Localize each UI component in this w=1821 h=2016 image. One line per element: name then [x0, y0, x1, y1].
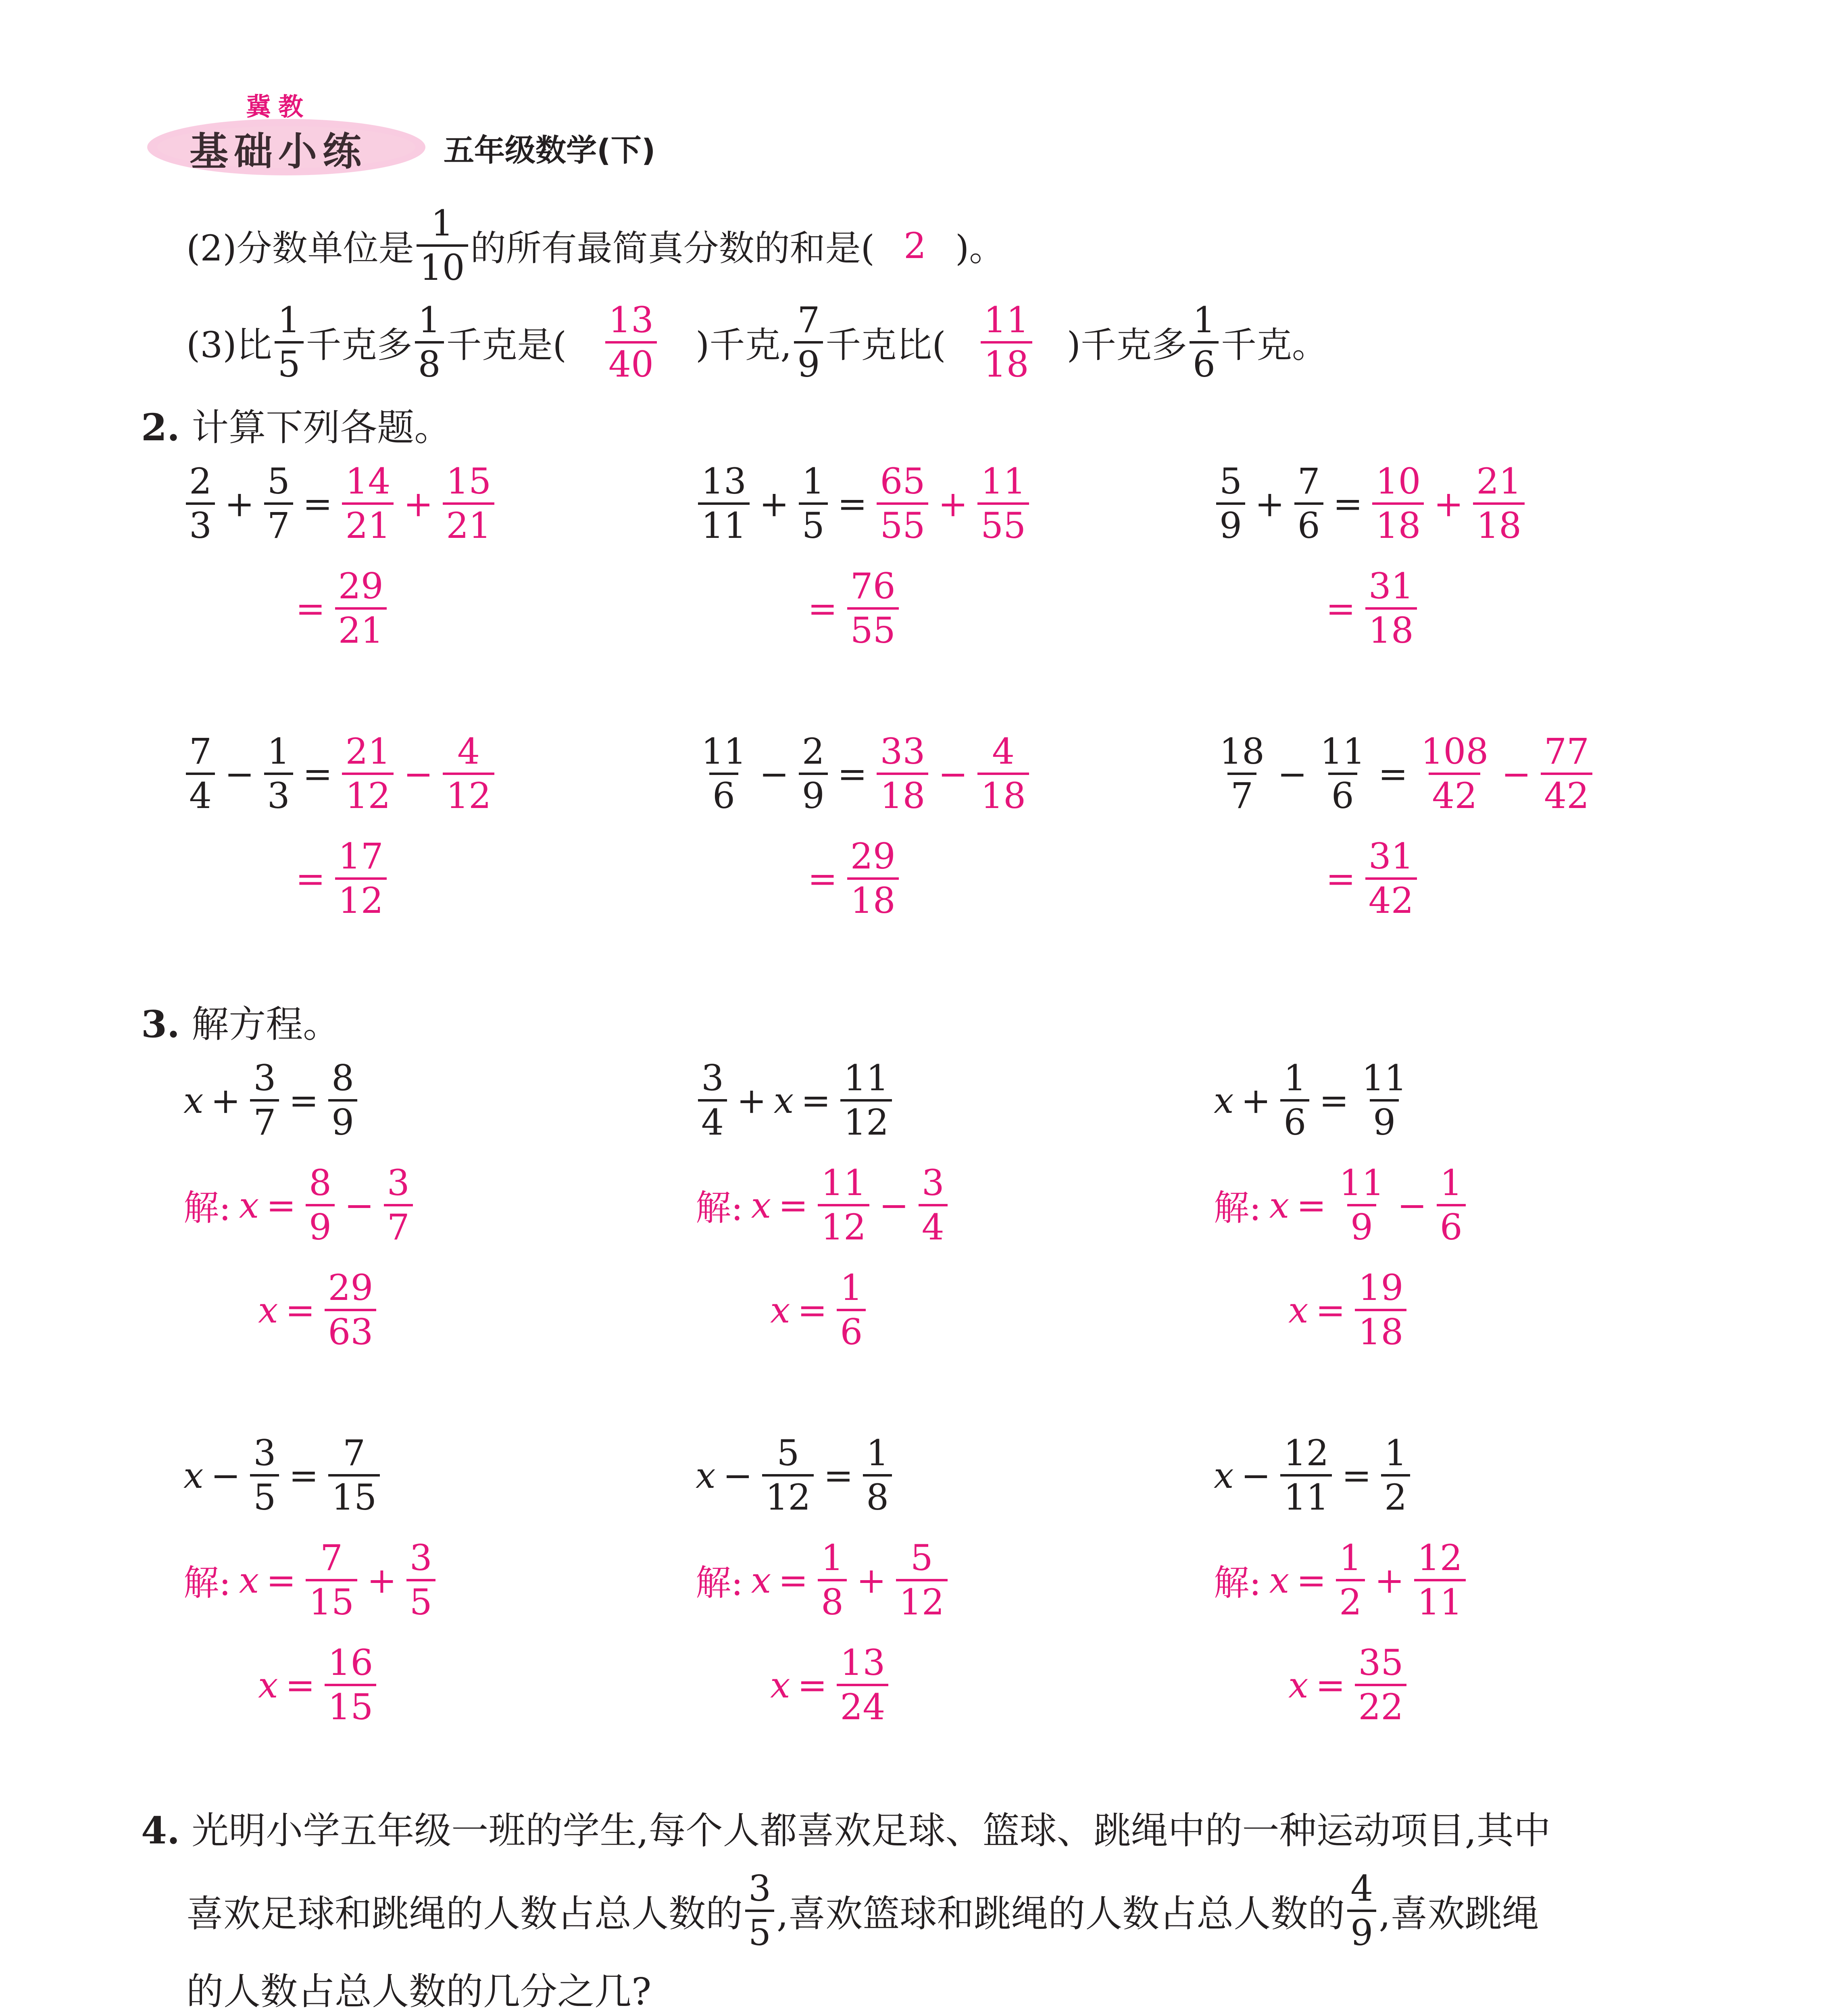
- equation: [696, 1432, 894, 1518]
- fraction: $\frac{3}{7}$: [384, 1165, 413, 1245]
- variable-x: x: [751, 1559, 771, 1601]
- operator: +: [1375, 1559, 1404, 1601]
- fraction: $\frac{3}{4}$: [698, 1060, 727, 1140]
- fraction: $\frac{1}{10}$: [417, 206, 468, 285]
- equals-sign: =: [808, 587, 838, 629]
- equals-sign: =: [266, 1184, 296, 1226]
- fraction: $\frac{1}{2}$: [1336, 1540, 1365, 1620]
- variable-x: x: [183, 1079, 204, 1121]
- calc-result: [800, 565, 901, 651]
- fraction: $\frac{5}{9}$: [1216, 464, 1245, 544]
- fraction: $\frac{8}{9}$: [328, 1060, 357, 1140]
- fraction: $\frac{1}{3}$: [264, 734, 293, 814]
- fraction: $\frac{10}{18}$: [1372, 464, 1424, 544]
- q4-text: ,喜欢篮球和跳绳的人数占总人数的: [777, 1892, 1345, 1935]
- fraction: $\frac{18}{7}$: [1219, 731, 1265, 816]
- calc-result: [1319, 835, 1419, 921]
- q1p3-text: 千克是(: [446, 324, 567, 366]
- variable-x: x: [1214, 1079, 1234, 1121]
- q4-text: ,喜欢跳绳: [1379, 1892, 1539, 1935]
- solution-result: [770, 1642, 891, 1728]
- calc-item: [1214, 460, 1527, 546]
- variable-x: x: [239, 1559, 259, 1601]
- equals-sign: =: [778, 1559, 808, 1601]
- equals-sign: =: [285, 1289, 315, 1331]
- jie-label: 解:: [183, 1187, 231, 1229]
- fraction: $\frac{11}{6}$: [701, 731, 746, 816]
- equals-sign: =: [1296, 1559, 1327, 1601]
- q1p2-post: 的所有最简真分数的和是(: [470, 227, 875, 269]
- jie-label: 解:: [1214, 1562, 1261, 1604]
- equals-sign: =: [302, 483, 333, 525]
- fraction: $\frac{11}{9}$: [1362, 1057, 1407, 1143]
- q4-number: 4.: [141, 1809, 180, 1852]
- operator: +: [1255, 483, 1285, 525]
- equals-sign: =: [289, 1454, 319, 1496]
- fraction: $\frac{7}{4}$: [186, 734, 215, 814]
- solution-result: [770, 1267, 868, 1353]
- fraction: $\frac{14}{21}$: [342, 464, 394, 544]
- q1p3-text: 千克。: [1221, 324, 1328, 366]
- fraction: $\frac{4}{9}$: [1347, 1871, 1376, 1951]
- answer-blank: [567, 299, 696, 385]
- fraction: $\frac{1}{6}$: [1280, 1060, 1309, 1140]
- header-subtitle: 五年级数学(下): [444, 132, 656, 168]
- fraction: $\frac{31}{42}$: [1365, 839, 1417, 918]
- equals-sign: =: [797, 1289, 827, 1331]
- fraction: $\frac{12}{11}$: [1280, 1435, 1332, 1515]
- operator: +: [1241, 1079, 1271, 1121]
- q1p3-text: 千克多: [306, 324, 413, 366]
- operator: −: [403, 753, 433, 795]
- q1-part3: [186, 299, 1328, 385]
- solution-step: [183, 1537, 438, 1623]
- answer-fraction: $\frac{11}{18}$: [981, 302, 1032, 382]
- q1p2-end: )。: [955, 227, 1005, 269]
- calc-result: [800, 835, 901, 921]
- solution-result: [1288, 1267, 1409, 1353]
- fraction: $\frac{13}{11}$: [698, 464, 750, 544]
- q2-title: [141, 403, 451, 452]
- fraction: $\frac{15}{21}$: [443, 464, 494, 544]
- operator: −: [759, 753, 789, 795]
- q3-title-text: 解方程。: [192, 1003, 340, 1046]
- fraction: $\frac{65}{55}$: [877, 464, 928, 544]
- q1p3-text: (3)比: [186, 324, 272, 366]
- equation: [1214, 1432, 1413, 1518]
- answer-fraction: $\frac{13}{40}$: [605, 302, 657, 382]
- calc-item: [696, 460, 1031, 546]
- fraction: $\frac{76}{55}$: [847, 569, 899, 648]
- calc-item: [1214, 731, 1595, 816]
- solution-result: [258, 1642, 379, 1728]
- equals-sign: =: [1342, 1454, 1372, 1496]
- calc-item: [183, 460, 497, 546]
- jie-label: 解:: [183, 1562, 231, 1604]
- operator: −: [1241, 1454, 1271, 1496]
- operator: −: [1501, 753, 1531, 795]
- operator: −: [723, 1454, 753, 1496]
- equals-sign: =: [289, 1079, 319, 1121]
- fraction: $\frac{21}{18}$: [1473, 464, 1525, 544]
- operator: −: [1397, 1184, 1427, 1226]
- operator: +: [210, 1079, 241, 1121]
- fraction: $\frac{2}{9}$: [799, 734, 828, 814]
- operator: +: [938, 483, 968, 525]
- calc-result: [288, 565, 389, 651]
- badge-small-text: 冀教: [246, 92, 311, 121]
- operator: +: [1433, 483, 1464, 525]
- answer-2: 2: [903, 225, 926, 267]
- fraction: $\frac{1}{6}$: [1437, 1165, 1466, 1245]
- fraction: $\frac{5}{12}$: [762, 1435, 814, 1515]
- fraction: $\frac{3}{7}$: [250, 1060, 279, 1140]
- variable-x: x: [1288, 1664, 1308, 1706]
- solution-step: [1214, 1537, 1468, 1623]
- solution-result: [1288, 1642, 1409, 1728]
- fraction: $\frac{5}{7}$: [264, 464, 293, 544]
- q2-title-text: 计算下列各题。: [192, 406, 452, 449]
- equals-sign: =: [797, 1664, 827, 1706]
- operator: −: [879, 1184, 909, 1226]
- equals-sign: =: [296, 858, 325, 900]
- operator: −: [210, 1454, 241, 1496]
- fraction: $\frac{7}{15}$: [328, 1435, 380, 1515]
- fraction: $\frac{1}{6}$: [1190, 302, 1219, 382]
- operator: −: [225, 753, 254, 795]
- fraction: $\frac{17}{12}$: [335, 839, 387, 918]
- fraction: $\frac{1}{8}$: [415, 302, 444, 382]
- variable-x: x: [1214, 1454, 1234, 1496]
- operator: +: [737, 1079, 767, 1121]
- variable-x: x: [1269, 1184, 1290, 1226]
- equals-sign: =: [1319, 1079, 1349, 1121]
- fraction: $\frac{8}{9}$: [306, 1165, 335, 1245]
- equals-sign: =: [1333, 483, 1363, 525]
- q4-text: 光明小学五年级一班的学生,每个人都喜欢足球、篮球、跳绳中的一种运动项目,其中: [192, 1809, 1551, 1852]
- jie-label: 解:: [696, 1562, 743, 1604]
- jie-label: 解:: [1214, 1187, 1261, 1229]
- variable-x: x: [773, 1079, 794, 1121]
- fraction: $\frac{13}{24}$: [837, 1645, 888, 1725]
- fraction: $\frac{108}{42}$: [1421, 731, 1489, 816]
- operator: −: [344, 1184, 374, 1226]
- variable-x: x: [770, 1289, 790, 1331]
- solution-step: [696, 1537, 950, 1623]
- fraction: $\frac{1}{2}$: [1381, 1435, 1410, 1515]
- operator: −: [938, 753, 968, 795]
- equation: [1214, 1057, 1413, 1143]
- operator: −: [1277, 753, 1307, 795]
- fraction: $\frac{3}{5}$: [745, 1871, 774, 1951]
- fraction: $\frac{11}{9}$: [1339, 1162, 1385, 1248]
- equals-sign: =: [837, 483, 867, 525]
- fraction: $\frac{11}{12}$: [840, 1060, 892, 1140]
- q3-title: [141, 1000, 340, 1049]
- q1-part2: [186, 202, 1005, 288]
- equals-sign: =: [1296, 1184, 1327, 1226]
- equals-sign: =: [1326, 858, 1356, 900]
- equals-sign: =: [1315, 1289, 1346, 1331]
- answer-blank: [946, 299, 1067, 385]
- fraction: $\frac{11}{12}$: [818, 1165, 869, 1245]
- variable-x: x: [696, 1454, 716, 1496]
- fraction: $\frac{11}{6}$: [1320, 731, 1365, 816]
- equals-sign: =: [296, 587, 325, 629]
- q1p3-text: 千克比(: [825, 324, 946, 366]
- fraction: $\frac{4}{18}$: [977, 734, 1029, 814]
- operator: +: [367, 1559, 397, 1601]
- fraction: $\frac{29}{21}$: [335, 569, 387, 648]
- variable-x: x: [183, 1454, 204, 1496]
- fraction: $\frac{29}{18}$: [847, 839, 899, 918]
- equals-sign: =: [302, 753, 333, 795]
- variable-x: x: [258, 1664, 278, 1706]
- badge-main-text: 基础小练: [190, 129, 367, 174]
- fraction: $\frac{7}{9}$: [794, 302, 823, 382]
- q1p3-text: )千克多: [1067, 324, 1188, 366]
- q4-line3: 的人数占总人数的几分之几?: [186, 1970, 652, 2013]
- q4-line2: [186, 1868, 1539, 1954]
- calc-result: [288, 835, 389, 921]
- equals-sign: =: [285, 1664, 315, 1706]
- equals-sign: =: [266, 1559, 296, 1601]
- solution-step: [696, 1162, 950, 1248]
- equals-sign: =: [837, 753, 867, 795]
- fraction: $\frac{7}{6}$: [1294, 464, 1323, 544]
- calc-item: [696, 731, 1031, 816]
- fraction: $\frac{31}{18}$: [1365, 569, 1417, 648]
- equation: [696, 1057, 894, 1143]
- calc-result: [1319, 565, 1419, 651]
- operator: +: [403, 483, 433, 525]
- fraction: $\frac{77}{42}$: [1541, 734, 1592, 814]
- operator: +: [225, 483, 254, 525]
- operator: +: [856, 1559, 886, 1601]
- fraction: $\frac{33}{18}$: [877, 734, 928, 814]
- fraction: $\frac{5}{12}$: [896, 1540, 948, 1620]
- fraction: $\frac{1}{5}$: [799, 464, 828, 544]
- calc-item: [183, 731, 497, 816]
- variable-x: x: [770, 1664, 790, 1706]
- variable-x: x: [239, 1184, 259, 1226]
- fraction: $\frac{1}{5}$: [275, 302, 304, 382]
- fraction: $\frac{3}{4}$: [919, 1165, 948, 1245]
- fraction: $\frac{2}{3}$: [186, 464, 215, 544]
- fraction: $\frac{16}{15}$: [325, 1645, 376, 1725]
- q2-number: 2.: [141, 406, 180, 449]
- variable-x: x: [1269, 1559, 1290, 1601]
- fraction: $\frac{29}{63}$: [325, 1270, 376, 1350]
- fraction: $\frac{35}{22}$: [1355, 1645, 1406, 1725]
- variable-x: x: [1288, 1289, 1308, 1331]
- fraction: $\frac{12}{11}$: [1414, 1540, 1466, 1620]
- solution-result: [258, 1267, 379, 1353]
- operator: +: [759, 483, 789, 525]
- fraction: $\frac{7}{15}$: [306, 1540, 357, 1620]
- q3-number: 3.: [141, 1002, 180, 1046]
- equals-sign: =: [823, 1454, 854, 1496]
- equals-sign: =: [1378, 753, 1408, 795]
- q1p2-pre: (2)分数单位是: [186, 227, 414, 269]
- solution-step: [183, 1162, 415, 1248]
- solution-step: [1214, 1162, 1468, 1248]
- equals-sign: =: [778, 1184, 808, 1226]
- fraction: $\frac{11}{55}$: [977, 464, 1029, 544]
- q1p3-text: )千克,: [696, 324, 792, 366]
- equals-sign: =: [801, 1079, 831, 1121]
- q4-text: 喜欢足球和跳绳的人数占总人数的: [186, 1892, 743, 1935]
- q4-line1: [141, 1806, 1551, 1855]
- fraction: $\frac{3}{5}$: [250, 1435, 279, 1515]
- jie-label: 解:: [696, 1187, 743, 1229]
- fraction: $\frac{1}{6}$: [837, 1270, 866, 1350]
- fraction: $\frac{1}{8}$: [863, 1435, 892, 1515]
- fraction: $\frac{3}{5}$: [406, 1540, 435, 1620]
- variable-x: x: [751, 1184, 771, 1226]
- fraction: $\frac{4}{12}$: [443, 734, 494, 814]
- fraction: $\frac{21}{12}$: [342, 734, 394, 814]
- variable-x: x: [258, 1289, 278, 1331]
- equation: [183, 1432, 382, 1518]
- fraction: $\frac{1}{8}$: [818, 1540, 847, 1620]
- equals-sign: =: [1315, 1664, 1346, 1706]
- equals-sign: =: [808, 858, 838, 900]
- fraction: $\frac{19}{18}$: [1355, 1270, 1406, 1350]
- equation: [183, 1057, 360, 1143]
- equals-sign: =: [1326, 587, 1356, 629]
